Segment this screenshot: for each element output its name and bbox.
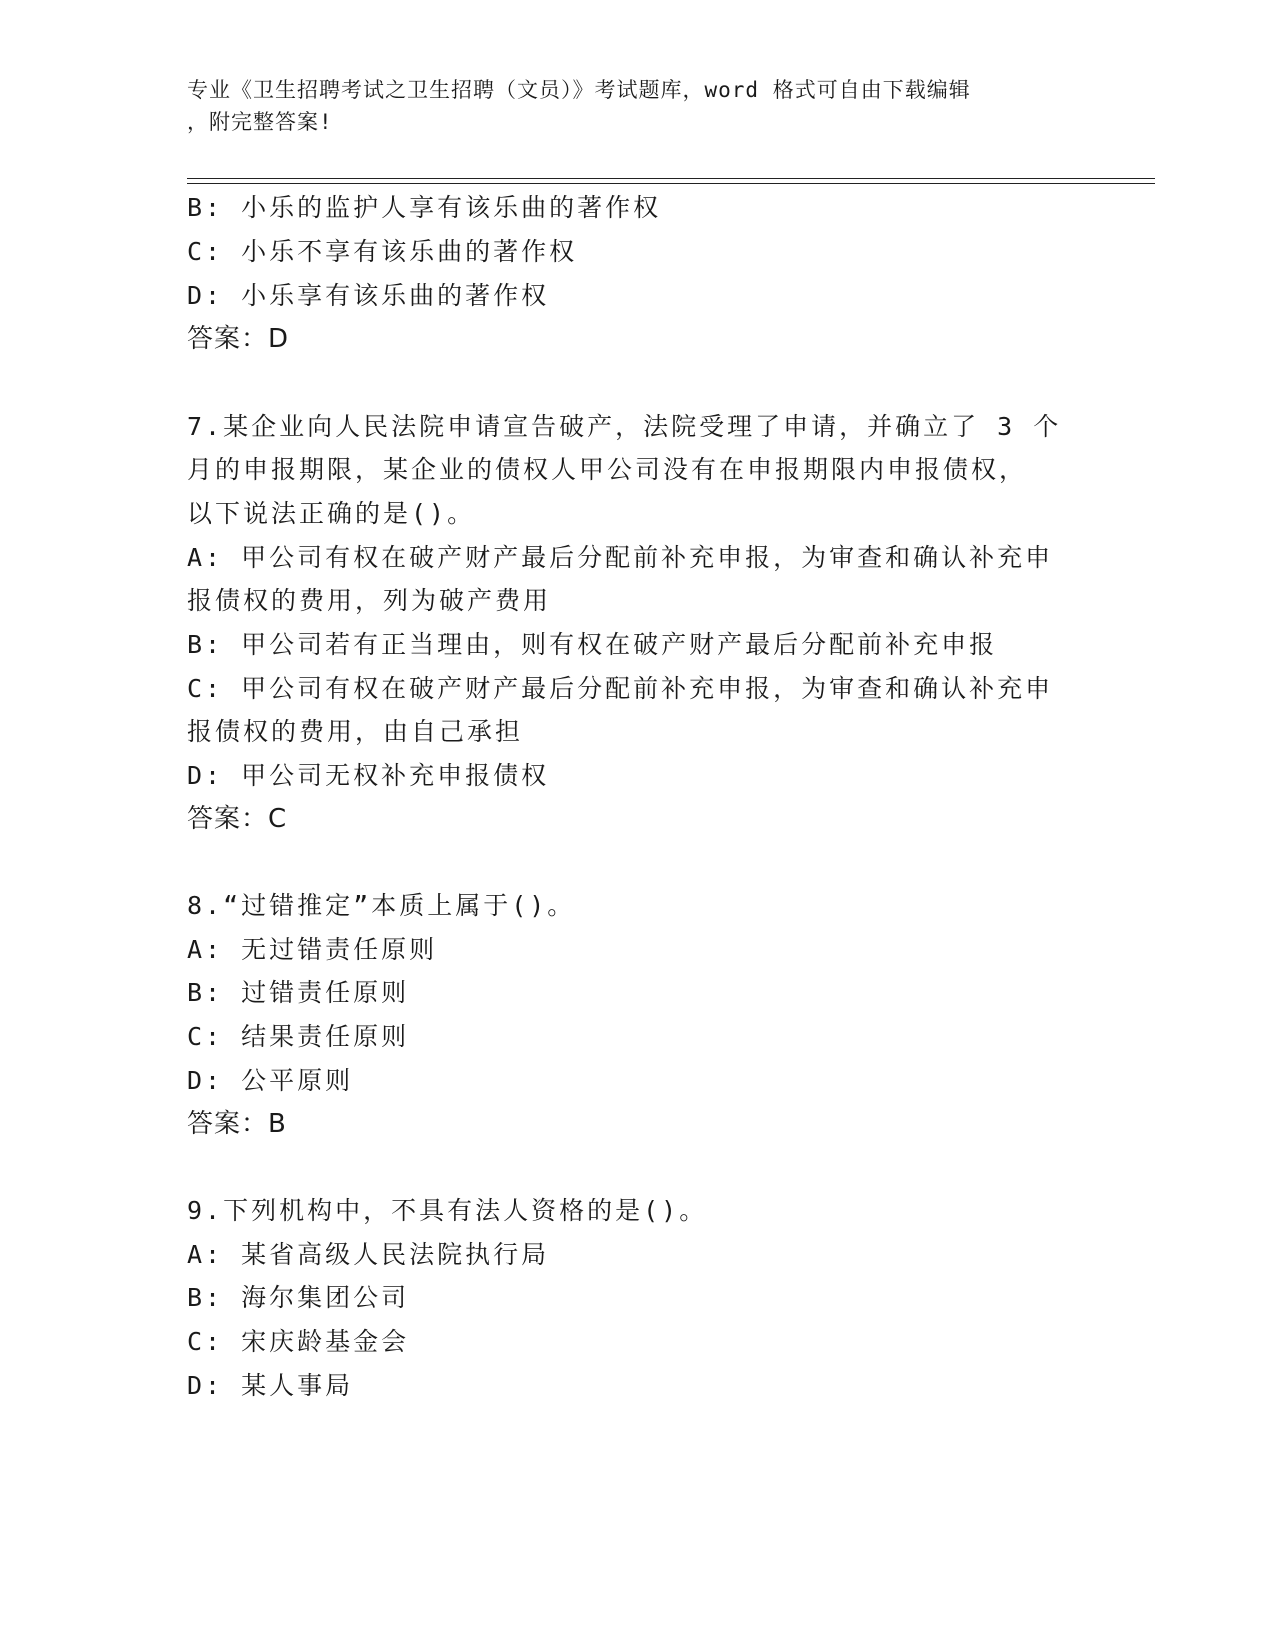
q6-answer: 答案：D bbox=[187, 324, 290, 354]
q8-stem: 8.“过错推定”本质上属于()。 bbox=[187, 891, 576, 920]
q8-option-c: C: 结果责任原则 bbox=[187, 1022, 410, 1051]
header-rule-bottom bbox=[187, 183, 1155, 184]
q7-option-c-line-2: 报债权的费用，由自己承担 bbox=[187, 717, 524, 746]
q6-option-c: C: 小乐不享有该乐曲的著作权 bbox=[187, 237, 578, 266]
q9-option-b: B: 海尔集团公司 bbox=[187, 1283, 410, 1312]
q9-stem: 9.下列机构中，不具有法人资格的是()。 bbox=[187, 1196, 708, 1225]
document-header bbox=[187, 74, 1087, 138]
q7-answer: 答案：C bbox=[187, 804, 288, 834]
q6-option-b: B: 小乐的监护人享有该乐曲的著作权 bbox=[187, 193, 662, 222]
q9-option-d: D: 某人事局 bbox=[187, 1371, 354, 1400]
header-rule-top bbox=[187, 178, 1155, 179]
q7-option-a-line-2: 报债权的费用，列为破产费用 bbox=[187, 586, 552, 615]
q8-option-b: B: 过错责任原则 bbox=[187, 978, 410, 1007]
q6-option-d: D: 小乐享有该乐曲的著作权 bbox=[187, 281, 550, 310]
q8-option-d: D: 公平原则 bbox=[187, 1066, 354, 1095]
q7-option-c-line-1: C: 甲公司有权在破产财产最后分配前补充申报，为审查和确认补充申 bbox=[187, 674, 1054, 703]
header-line-2: ，附完整答案! bbox=[187, 110, 333, 134]
q7-option-a-line-1: A: 甲公司有权在破产财产最后分配前补充申报，为审查和确认补充申 bbox=[187, 543, 1054, 572]
q7-stem-line-3: 以下说法正确的是()。 bbox=[187, 499, 476, 528]
q9-option-c: C: 宋庆龄基金会 bbox=[187, 1327, 410, 1356]
header-line-1: 专业《卫生招聘考试之卫生招聘（文员）》考试题库，word 格式可自由下载编辑 bbox=[187, 78, 971, 102]
q9-option-a: A: 某省高级人民法院执行局 bbox=[187, 1240, 550, 1269]
q7-stem-line-1: 7.某企业向人民法院申请宣告破产，法院受理了申请，并确立了 3 个 bbox=[187, 412, 1062, 441]
q8-option-a: A: 无过错责任原则 bbox=[187, 935, 438, 964]
q7-option-d: D: 甲公司无权补充申报债权 bbox=[187, 761, 550, 790]
q8-answer: 答案：B bbox=[187, 1109, 287, 1139]
q7-stem-line-2: 月的申报期限，某企业的债权人甲公司没有在申报期限内申报债权， bbox=[187, 455, 1028, 484]
q7-option-b: B: 甲公司若有正当理由，则有权在破产财产最后分配前补充申报 bbox=[187, 630, 998, 659]
